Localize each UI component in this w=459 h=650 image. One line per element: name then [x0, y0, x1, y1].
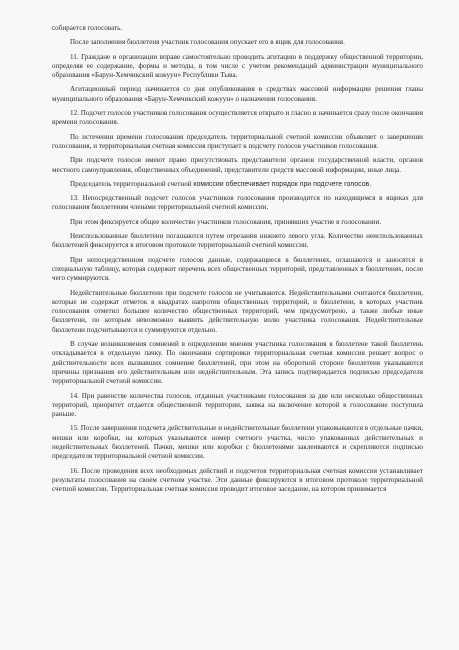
paragraph-invalid-ballots: Недействительные бюллетени при подсчете голосов не учитываются. Недействительными считаются бюллетени, которые не содержат отметок в квадратах напротив общественных территорий, и бюллетени, в которых участник голосования отметил большее количество общественных территорий, чем предусмотрено, а также любые иные бюллетени, по которым невозможно выявить действительную волю участника голосования. Недействительные бюллетени подсчитываются и суммируются отдельно.: [52, 288, 423, 334]
paragraph-12-counting: 12. Подсчет голосов участников голосования осуществляется открыто и гласно и начинается сразу после окончания времени голосования.: [52, 109, 424, 127]
paragraph-chairman-order: [52, 180, 423, 189]
paragraph-table-entry: При непосредственном подсчете голосов данные, содержащиеся в бюллетенях, оглашаются и заносятся в специальную таблицу, которая содержит перечень всех общественных территорий, представленных в бюллетенях, после чего суммируются.: [52, 255, 423, 283]
paragraph-16-results: 16. После проведения всех необходимых действий и подсчетов территориальная счетная комиссия устанавливает результаты голосования на своем счетном участке. Эти данные фиксируются в итоговом протоколе территориальной счетной комиссии. Территориальная счетная комиссия проводит итоговое заседание, на котором принимается: [52, 466, 423, 494]
paragraph-observers: При подсчете голосов имеют право присутствовать представители органов государственной власти, органов местного самоуправления, общественных объединений, представители средств массовой информации, иные лица.: [52, 156, 423, 174]
paragraph-doubtful-ballots: В случае возникновения сомнений в определении мнения участника голосования в бюллетене такой бюллетень откладывается в отдельную пачку. По окончании сортировки территориальная счетная комиссия решает вопрос о действительности всех вызвавших сомнение бюллетеней, при этом на оборотной стороне бюллетеня указываются причины признания его действительным или недействительным. Эта запись подтверждается подписью председателя территориальной счетной комиссии.: [52, 340, 423, 386]
paragraph-ballot-box: После заполнения бюллетеня участник голосования опускает его в ящик для голосования.: [70, 38, 345, 47]
paragraph-total-participants: При этом фиксируется общее количество участников голосования, принявших участие в голосовании.: [70, 217, 382, 226]
chairman-order-text: Председатель территориальной счетной: [70, 179, 194, 188]
paragraph-14-equal-votes: 14. При равенстве количества голосов, отданных участниками голосования за две или несколько общественных территорий, приоритет отдается общественной территории, заявка на включение которой в голосование поступила раньше.: [52, 391, 423, 419]
paragraph-continuation: собирается голосовать.: [52, 24, 123, 32]
chairman-order-text-sans: комиссии обеспечивает порядок при подсчете голосов.: [193, 180, 372, 188]
paragraph-15-packing: 15. После завершения подсчета действительные и недействительные бюллетени упаковываются в отдельные пачки, мешки или коробки, на которых указываются номер счетного участка, число упакованных действительных и недействительных бюллетеней. Пачки, мешки или коробки с бюллетенями заклеиваются и скрепляются подписью председателя территориальной счетной комиссии.: [52, 424, 423, 461]
paragraph-unused-ballots: Неиспользованные бюллетени погашаются путем отрезания нижнего левого угла. Количество неиспользованных бюллетеней фиксируется в итоговом протоколе территориальной счетной комиссии.: [52, 232, 423, 250]
paragraph-13-direct-count: 13. Непосредственный подсчет голосов участников голосования производится по находящимся в ящиках для голосования бюллетеням членами территориальной счетной комиссии.: [52, 194, 423, 212]
paragraph-11-agitation: 11. Граждане и организации вправе самостоятельно проводить агитацию в поддержку общественной территории, определяя ее содержание, формы и методы, в том числе с учетом рекомендаций администрации муниципального образования «Барун-Хемчикский кожуун» Республики Тыва.: [52, 52, 423, 80]
paragraph-end-of-voting: По истечении времени голосования председатель территориальной счетной комиссии объявляет о завершении голосования, и территориальная счетная комиссия приступает к подсчету голосов участников голосования.: [52, 132, 423, 150]
paragraph-agitation-period: Агитационный период начинается со дня опубликования в средствах массовой информации решения главы муниципального образования «Барун-Хемчикский кожуун» о назначении голосования.: [52, 85, 423, 103]
